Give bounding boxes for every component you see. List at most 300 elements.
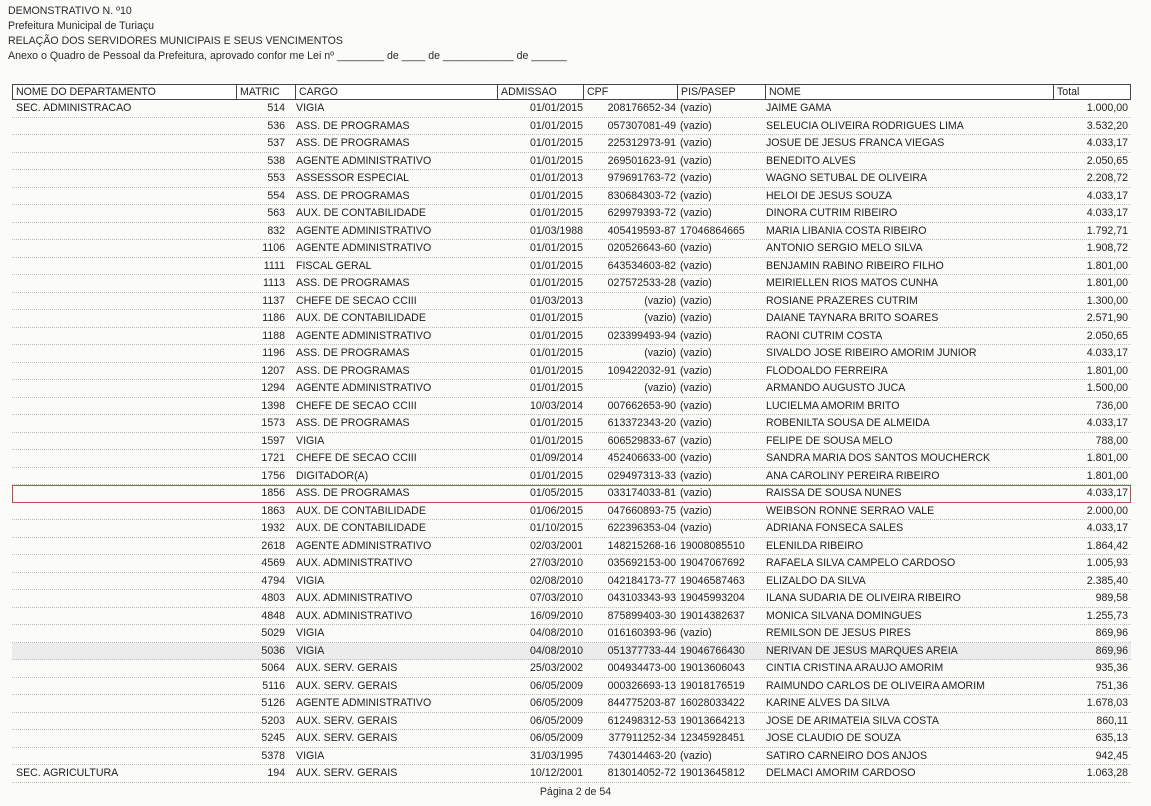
cell-cpf: 606529833-67 [607,434,676,447]
cell-total: 1.678,03 [1086,697,1128,709]
cell-cpf: 029497313-33 [607,469,676,482]
cell-nome: REMILSON DE JESUS PIRES [766,627,911,639]
cell-matric: 553 [267,172,285,184]
cell-nome: JAIME GAMA [766,102,832,114]
cell-cpf: 047660893-75 [607,504,676,517]
cell-admissao: 01/01/2015 [529,329,583,342]
cell-matric: 5378 [261,749,285,762]
cell-cpf: 023399493-94 [607,329,676,342]
cell-total: 635,13 [1095,732,1128,744]
table-row [12,590,1131,608]
table-row [12,520,1131,538]
cell-admissao: 01/01/2015 [529,242,583,254]
cell-nome: JOSUE DE JESUS FRANCA VIEGAS [766,137,945,149]
table-row [12,748,1131,766]
cell-pis-pasep: 19047067692 [680,557,745,569]
cell-matric: 4794 [261,574,285,587]
cell-pis-pasep: 19013606043 [680,662,745,674]
cell-admissao: 01/01/2015 [529,119,583,132]
table-body [12,100,1131,783]
table-row [12,485,1131,503]
cell-total: 1.255,73 [1086,609,1128,622]
cell-matric: 1294 [261,382,285,394]
cell-pis-pasep: (vazio) [680,207,712,219]
cell-cargo: VIGIA [296,102,325,114]
cell-cargo: AUX. DE CONTABILIDADE [296,504,426,517]
cell-cargo: ASS. DE PROGRAMAS [296,189,410,202]
cell-pis-pasep: (vazio) [680,749,712,762]
cell-cpf: 743014463-20 [607,749,676,762]
table-row [12,118,1131,136]
page-number: Página 2 de 54 [539,786,612,798]
cell-matric: 2618 [261,539,285,552]
cell-nome: FELIPE DE SOUSA MELO [766,434,893,447]
cell-admissao: 01/01/2015 [529,434,583,447]
cell-cargo: AGENTE ADMINISTRATIVO [296,154,432,167]
cell-matric: 5203 [261,714,285,727]
cell-cpf: 208176652-34 [607,102,676,114]
cell-total: 751,36 [1095,679,1128,692]
cell-cargo: AGENTE ADMINISTRATIVO [296,697,432,709]
cell-pis-pasep: (vazio) [680,364,712,377]
cell-admissao: 16/09/2010 [529,609,583,622]
table-row [12,678,1131,696]
cell-matric: 1756 [261,469,285,482]
cell-pis-pasep: 19045993204 [680,592,745,604]
cell-pis-pasep: 19046766430 [680,644,745,657]
cell-nome: SELEUCIA OLIVEIRA RODRIGUES LIMA [766,119,964,132]
cell-total: 1.792,71 [1086,224,1128,237]
cell-nome: RAONI CUTRIM COSTA [766,329,883,342]
cell-admissao: 04/08/2010 [529,627,583,639]
cell-nome: SATIRO CARNEIRO DOS ANJOS [766,749,928,762]
cell-pis-pasep: (vazio) [680,329,712,342]
table-row [12,223,1131,241]
cell-matric: 1932 [261,522,285,534]
column-header-nome: NOME [765,85,1055,99]
cell-pis-pasep: (vazio) [680,137,712,149]
cell-total: 1.300,00 [1086,294,1128,307]
cell-nome: ROSIANE PRAZERES CUTRIM [766,294,918,307]
cell-cargo: ASS. DE PROGRAMAS [296,487,410,499]
cell-cpf: 042184173-77 [607,574,676,587]
cell-matric: 538 [267,154,285,167]
cell-admissao: 04/08/2010 [529,644,583,657]
cell-admissao: 25/03/2002 [529,662,583,674]
cell-admissao: 01/03/2013 [529,294,583,307]
cell-matric: 1863 [261,504,285,517]
cell-total: 1.908,72 [1086,242,1128,254]
cell-total: 4.033,17 [1086,189,1128,202]
cell-nome: ELIZALDO DA SILVA [766,574,866,587]
cell-cpf: 830684303-72 [607,189,676,202]
cell-nome: RAISSA DE SOUSA NUNES [766,487,902,499]
cell-total: 2.000,00 [1086,504,1128,517]
cell-cargo: VIGIA [296,644,325,657]
cell-cargo: ASS. DE PROGRAMAS [296,417,410,429]
cell-admissao: 01/01/2015 [529,364,583,377]
cell-pis-pasep: (vazio) [680,522,712,534]
cell-matric: 1573 [261,417,285,429]
cell-pis-pasep: 19014382637 [680,609,745,622]
cell-cargo: VIGIA [296,574,325,587]
cell-total: 1.000,00 [1086,102,1128,114]
cell-matric: 1106 [262,242,285,254]
cell-total: 1.005,93 [1086,557,1128,569]
cell-cpf: 225312973-91 [607,137,676,149]
cell-admissao: 01/01/2015 [529,312,583,324]
cell-cpf: 622396353-04 [607,522,676,534]
cell-matric: 5126 [261,697,285,709]
table-row [12,555,1131,573]
cell-pis-pasep: (vazio) [680,417,712,429]
table-row [12,415,1131,433]
table-row [12,643,1131,661]
cell-matric: 5064 [261,662,285,674]
cell-pis-pasep: 12345928451 [680,732,745,744]
cell-nome: NERIVAN DE JESUS MARQUES AREIA [766,644,958,657]
table-row [12,293,1131,311]
cell-pis-pasep: (vazio) [680,189,712,202]
column-header-admissao: ADMISSAO [497,85,585,99]
cell-matric: 536 [267,119,285,132]
cell-pis-pasep: 19046587463 [680,574,745,587]
table-row [12,380,1131,398]
cell-pis-pasep: (vazio) [680,242,712,254]
cell-nome: ROBENILTA SOUSA DE ALMEIDA [766,417,930,429]
cell-pis-pasep: 16028033422 [680,697,745,709]
table-row [12,310,1131,328]
cell-pis-pasep: 19008085510 [680,539,745,552]
cell-cpf: 051377733-44 [607,644,676,657]
cell-pis-pasep: (vazio) [680,382,712,394]
cell-pis-pasep: (vazio) [680,259,712,272]
cell-matric: 1113 [263,277,285,289]
table-row [12,730,1131,748]
cell-total: 2.385,40 [1086,574,1128,587]
cell-nome: BENJAMIN RABINO RIBEIRO FILHO [766,259,944,272]
document-number: DEMONSTRATIVO N. º10 [8,5,132,17]
table-row [12,468,1131,486]
cell-matric: 1398 [261,399,285,412]
cell-pis-pasep: (vazio) [680,452,712,464]
cell-cargo: VIGIA [296,749,325,762]
cell-cargo: AUX. SERV. GERAIS [296,732,398,744]
cell-admissao: 01/01/2013 [529,172,583,184]
cell-cargo: ASS. DE PROGRAMAS [296,137,410,149]
cell-cpf: 148215268-16 [607,539,676,552]
cell-cpf: (vazio) [644,347,676,359]
cell-nome: FLODOALDO FERREIRA [766,364,888,377]
cell-total: 4.033,17 [1086,487,1128,499]
cell-nome: ANA CAROLINY PEREIRA RIBEIRO [766,469,940,482]
document-header [8,4,567,64]
cell-matric: 4848 [261,609,285,622]
cell-matric: 5245 [261,732,285,744]
column-header-cpf: CPF [583,85,681,99]
table-row [12,153,1131,171]
cell-cpf: 613372343-20 [607,417,676,429]
cell-admissao: 02/08/2010 [529,574,583,587]
salary-table [12,84,1131,783]
table-row [12,625,1131,643]
cell-cpf: 033174033-81 [607,487,676,499]
cell-cpf: 612498312-53 [607,714,676,727]
cell-total: 1.801,00 [1086,452,1128,464]
cell-nome: DELMACI AMORIM CARDOSO [766,767,916,779]
cell-total: 2.571,90 [1086,312,1128,324]
table-row [12,100,1131,118]
cell-admissao: 01/05/2015 [529,487,583,499]
cell-cargo: AGENTE ADMINISTRATIVO [296,242,432,254]
cell-total: 869,96 [1095,644,1128,657]
cell-admissao: 10/12/2001 [529,767,583,779]
cell-nome: MEIRIELLEN RIOS MATOS CUNHA [766,277,939,289]
table-row [12,450,1131,468]
cell-cargo: AGENTE ADMINISTRATIVO [296,382,432,394]
cell-cpf: 043103343-93 [607,592,676,604]
cell-pis-pasep: (vazio) [680,487,712,499]
cell-cpf: 875899403-30 [607,609,676,622]
cell-total: 4.033,17 [1086,137,1128,149]
cell-cargo: ASS. DE PROGRAMAS [296,364,410,377]
report-title: RELAÇÃO DOS SERVIDORES MUNICIPAIS E SEUS VENCIMENTOS [8,35,343,47]
table-header-row [12,84,1131,100]
cell-cpf: 109422032-91 [607,364,676,377]
cell-nome: ARMANDO AUGUSTO JUCA [766,382,906,394]
cell-nome: JOSE CLAUDIO DE SOUZA [766,732,901,744]
cell-matric: 1111 [263,259,285,272]
cell-matric: 1186 [262,312,285,324]
cell-matric: 4569 [261,557,285,569]
cell-total: 1.500,00 [1086,382,1128,394]
cell-admissao: 01/01/2015 [529,382,583,394]
cell-cpf: 405419593-87 [607,224,676,237]
table-row [12,765,1131,783]
cell-cargo: ASS. DE PROGRAMAS [296,119,410,132]
cell-admissao: 31/03/1995 [529,749,583,762]
cell-cargo: DIGITADOR(A) [296,469,369,482]
table-row [12,695,1131,713]
cell-matric: 5029 [261,627,285,639]
cell-cpf: (vazio) [644,312,676,324]
cell-nome: RAFAELA SILVA CAMPELO CARDOSO [766,557,956,569]
cell-cpf: (vazio) [644,294,676,307]
cell-total: 935,36 [1095,662,1128,674]
cell-cpf: 035692153-00 [607,557,676,569]
cell-cargo: AUX. SERV. GERAIS [296,767,398,779]
cell-cpf: 027572533-28 [607,277,676,289]
cell-total: 3.532,20 [1086,119,1128,132]
column-header-pis-pasep: PIS/PASEP [677,85,767,99]
cell-admissao: 01/01/2015 [529,102,583,114]
law-reference: Anexo o Quadro de Pessoal da Prefeitura, aprovado confor me Lei nº ________ de ____ de ____________ de ______ [8,50,567,62]
column-header-department: NOME DO DEPARTAMENTO [16,86,156,98]
cell-total: 1.801,00 [1086,259,1128,272]
cell-total: 788,00 [1095,434,1128,447]
table-row [12,188,1131,206]
cell-nome: JOSE DE ARIMATEIA SILVA COSTA [766,714,939,727]
cell-nome: BENEDITO ALVES [766,154,856,167]
cell-cpf: 813014052-72 [607,767,676,779]
table-row [12,713,1131,731]
cell-nome: RAIMUNDO CARLOS DE OLIVEIRA AMORIM [766,679,985,692]
cell-pis-pasep: (vazio) [680,172,712,184]
cell-cargo: CHEFE DE SECAO CCIII [296,452,417,464]
cell-cargo: VIGIA [296,627,325,639]
table-row [12,573,1131,591]
cell-total: 860,11 [1096,714,1128,727]
cell-admissao: 01/09/2014 [529,452,583,464]
cell-nome: ADRIANA FONSECA SALES [766,522,904,534]
cell-pis-pasep: 19013664213 [680,714,745,727]
cell-total: 4.033,17 [1086,522,1128,534]
cell-admissao: 01/01/2015 [529,189,583,202]
cell-admissao: 06/05/2009 [529,732,583,744]
cell-cargo: AUX. ADMINISTRATIVO [296,557,413,569]
cell-total: 942,45 [1095,749,1128,762]
table-row [12,608,1131,626]
cell-pis-pasep: (vazio) [680,119,712,132]
cell-cargo: AUX. DE CONTABILIDADE [296,522,426,534]
cell-matric: 1188 [262,329,285,342]
cell-matric: 5116 [262,679,285,692]
cell-nome: SANDRA MARIA DOS SANTOS MOUCHERCK [766,452,991,464]
cell-matric: 1137 [262,294,285,307]
cell-admissao: 01/01/2015 [529,207,583,219]
cell-cargo: ASS. DE PROGRAMAS [296,277,410,289]
cell-cpf: 452406633-00 [607,452,676,464]
cell-total: 869,96 [1095,627,1128,639]
cell-department: SEC. AGRICULTURA [16,767,119,779]
cell-matric: 1207 [261,364,285,377]
cell-admissao: 07/03/2010 [529,592,583,604]
cell-total: 989,58 [1095,592,1128,604]
cell-cargo: AUX. SERV. GERAIS [296,714,398,727]
table-row [12,503,1131,521]
cell-cargo: CHEFE DE SECAO CCIII [296,399,417,412]
cell-cargo: AUX. SERV. GERAIS [296,679,398,692]
cell-cargo: AGENTE ADMINISTRATIVO [296,224,432,237]
cell-total: 1.801,00 [1086,364,1128,377]
cell-admissao: 10/03/2014 [529,399,583,412]
table-row [12,275,1131,293]
cell-pis-pasep: (vazio) [680,312,712,324]
cell-admissao: 01/01/2015 [529,259,583,272]
cell-nome: MARIA LIBANIA COSTA RIBEIRO [766,224,927,237]
cell-cpf: 004934473-00 [607,662,676,674]
cell-nome: ELENILDA RIBEIRO [766,539,864,552]
cell-matric: 4803 [261,592,285,604]
cell-admissao: 01/01/2015 [529,277,583,289]
cell-matric: 1597 [261,434,285,447]
cell-cargo: AGENTE ADMINISTRATIVO [296,329,432,342]
cell-pis-pasep: (vazio) [680,347,712,359]
cell-cargo: AUX. DE CONTABILIDADE [296,207,426,219]
cell-matric: 1856 [261,487,285,499]
cell-pis-pasep: (vazio) [680,627,712,639]
cell-cargo: AUX. DE CONTABILIDADE [296,312,426,324]
cell-cargo: FISCAL GERAL [296,259,372,272]
cell-matric: 194 [267,767,285,779]
cell-admissao: 06/05/2009 [529,697,583,709]
cell-cpf: 000326693-13 [607,679,676,692]
cell-cargo: VIGIA [296,434,325,447]
cell-matric: 554 [267,189,285,202]
table-row [12,345,1131,363]
cell-cpf: 007662653-90 [607,399,676,412]
table-row [12,538,1131,556]
cell-total: 1.063,28 [1086,767,1128,779]
table-row [12,660,1131,678]
cell-total: 4.033,17 [1086,417,1128,429]
cell-cargo: AUX. SERV. GERAIS [296,662,398,674]
cell-pis-pasep: (vazio) [680,102,712,114]
cell-admissao: 01/01/2015 [529,347,583,359]
cell-cpf: 269501623-91 [607,154,676,167]
table-row [12,258,1131,276]
cell-cpf: 057307081-49 [607,119,676,132]
table-row [12,398,1131,416]
cell-admissao: 01/01/2015 [529,417,583,429]
cell-matric: 832 [267,224,285,237]
cell-nome: WAGNO SETUBAL DE OLIVEIRA [766,172,928,184]
cell-admissao: 01/10/2015 [529,522,583,534]
cell-cpf: 844775203-87 [607,697,676,709]
cell-matric: 1196 [262,347,285,359]
table-row [12,363,1131,381]
cell-admissao: 01/06/2015 [529,504,583,517]
column-header-cargo: CARGO [295,85,499,99]
cell-nome: DINORA CUTRIM RIBEIRO [766,207,898,219]
cell-admissao: 01/03/1988 [529,224,583,237]
cell-cargo: AUX. ADMINISTRATIVO [296,609,413,622]
table-row [12,135,1131,153]
cell-pis-pasep: (vazio) [680,469,712,482]
cell-cpf: 629979393-72 [607,207,676,219]
cell-cpf: 643534603-82 [607,259,676,272]
cell-nome: LUCIELMA AMORIM BRITO [766,399,900,412]
cell-pis-pasep: 19013645812 [680,767,745,779]
cell-matric: 563 [267,207,285,219]
municipality-name: Prefeitura Municipal de Turiaçu [8,20,155,32]
cell-total: 1.864,42 [1086,539,1128,552]
cell-admissao: 01/01/2015 [529,154,583,167]
cell-cpf: 020526643-60 [607,242,676,254]
table-row [12,170,1131,188]
cell-admissao: 06/05/2009 [529,679,583,692]
column-header-total: Total [1053,85,1133,99]
cell-admissao: 01/01/2015 [529,137,583,149]
cell-admissao: 06/05/2009 [529,714,583,727]
cell-pis-pasep: 17046864665 [680,224,745,237]
cell-nome: ILANA SUDARIA DE OLIVEIRA RIBEIRO [766,592,961,604]
cell-cpf: 979691763-72 [607,172,676,184]
cell-nome: KARINE ALVES DA SILVA [766,697,890,709]
cell-nome: HELOI DE JESUS SOUZA [766,189,892,202]
cell-total: 2.208,72 [1086,172,1128,184]
cell-pis-pasep: (vazio) [680,504,712,517]
cell-matric: 537 [267,137,285,149]
cell-total: 736,00 [1095,399,1128,412]
cell-admissao: 27/03/2010 [529,557,583,569]
cell-total: 4.033,17 [1086,347,1128,359]
cell-matric: 1721 [261,452,285,464]
cell-nome: CINTIA CRISTINA ARAUJO AMORIM [766,662,944,674]
table-row [12,240,1131,258]
cell-cargo: ASS. DE PROGRAMAS [296,347,410,359]
cell-matric: 514 [267,102,285,114]
